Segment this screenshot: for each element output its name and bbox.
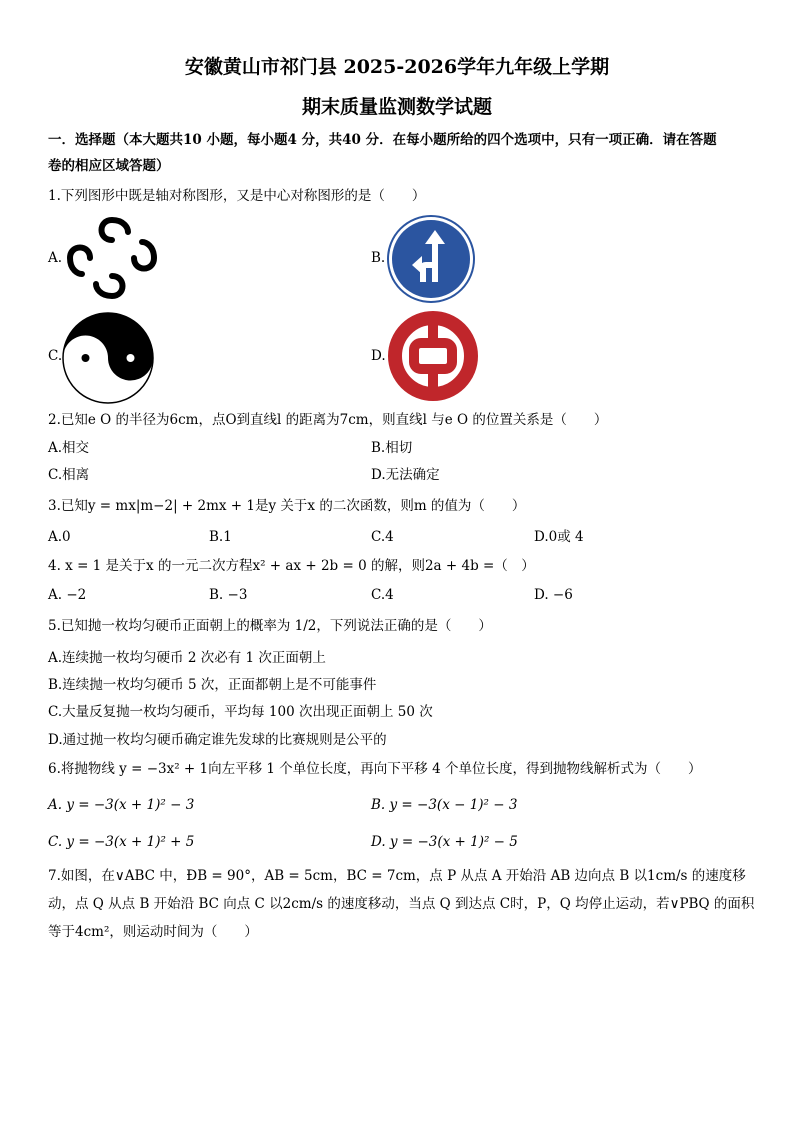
four-arc-knot-icon bbox=[62, 212, 162, 304]
q4-option-a: A. −2 bbox=[48, 587, 87, 603]
q2-option-a: A.相交 bbox=[48, 440, 90, 456]
section-heading-line2: 卷的相应区域答题） bbox=[48, 158, 170, 174]
q3-option-b: B.1 bbox=[209, 529, 232, 545]
q3-option-d: D.0或 4 bbox=[534, 529, 584, 545]
q6-stem: 6.将抛物线 y = −3x² + 1向左平移 1 个单位长度，再向下平移 4 个单位长度，得到抛物线解析式为（ ） bbox=[48, 761, 702, 777]
q5-option-c: C.大量反复抛一枚均匀硬币，平均每 100 次出现正面朝上 50 次 bbox=[48, 704, 433, 720]
q2-option-d: D.无法确定 bbox=[371, 467, 440, 483]
section-heading-line1: 一．选择题（本大题共10 小题，每小题4 分，共40 分．在每小题所给的四个选项中，只有一项正确．请在答题 bbox=[48, 132, 717, 148]
q3-stem: 3.已知y = mx|m−2| + 2mx + 1是y 关于x 的二次函数，则m 的值为（ ） bbox=[48, 498, 526, 514]
q1-option-d-label: D. bbox=[371, 348, 386, 364]
q1-option-b-label: B. bbox=[371, 250, 386, 266]
q2-option-b: B.相切 bbox=[371, 440, 413, 456]
q6-option-c: C. y = −3(x + 1)² + 5 bbox=[48, 834, 195, 850]
q5-option-b: B.连续抛一枚均匀硬币 5 次，正面都朝上是不可能事件 bbox=[48, 677, 377, 693]
q3-option-c: C.4 bbox=[371, 529, 394, 545]
q5-option-d: D.通过抛一枚均匀硬币确定谁先发球的比赛规则是公平的 bbox=[48, 732, 387, 748]
q3-option-a: A.0 bbox=[48, 529, 71, 545]
q4-option-c: C.4 bbox=[371, 587, 394, 603]
go-straight-or-left-sign-icon bbox=[386, 214, 476, 304]
q7-stem-line3: 等于4cm²，则运动时间为（ ） bbox=[48, 924, 258, 940]
q1-option-c-label: C. bbox=[48, 348, 63, 364]
q7-stem-line1: 7.如图，在∨ABC 中，ÐB = 90°，AB = 5cm，BC = 7cm，点 P 从点 A 开始沿 AB 边向点 B 以1cm/s 的速度移 bbox=[48, 868, 746, 884]
yin-yang-icon bbox=[61, 311, 155, 405]
page-title-line2: 期末质量监测数学试题 bbox=[301, 96, 492, 118]
q6-option-d: D. y = −3(x + 1)² − 5 bbox=[371, 834, 518, 850]
q2-stem: 2.已知e O 的半径为6cm，点O到直线l 的距离为7cm，则直线l 与e O 的位置关系是（ ） bbox=[48, 412, 608, 428]
q2-option-c: C.相离 bbox=[48, 467, 90, 483]
q6-option-b: B. y = −3(x − 1)² − 3 bbox=[371, 797, 518, 813]
page-title-line1: 安徽黄山市祁门县 2025-2026学年九年级上学期 bbox=[184, 56, 610, 78]
q1-stem: 1.下列图形中既是轴对称图形，又是中心对称图形的是（ ） bbox=[48, 188, 426, 204]
q5-option-a: A.连续抛一枚均匀硬币 2 次必有 1 次正面朝上 bbox=[48, 650, 326, 666]
q4-option-d: D. −6 bbox=[534, 587, 573, 603]
bank-of-china-logo-icon bbox=[387, 310, 479, 402]
q4-stem: 4. x = 1 是关于x 的一元二次方程x² + ax + 2b = 0 的解，则2a + 4b =（ ） bbox=[48, 558, 535, 574]
q5-stem: 5.已知抛一枚均匀硬币正面朝上的概率为 1/2，下列说法正确的是（ ） bbox=[48, 618, 492, 634]
q1-option-a-label: A. bbox=[48, 250, 63, 266]
q4-option-b: B. −3 bbox=[209, 587, 248, 603]
q7-stem-line2: 动，点 Q 从点 B 开始沿 BC 向点 C 以2cm/s 的速度移动，当点 Q 到达点 C时，P，Q 均停止运动，若∨PBQ 的面积 bbox=[48, 896, 755, 912]
q6-option-a: A. y = −3(x + 1)² − 3 bbox=[48, 797, 195, 813]
